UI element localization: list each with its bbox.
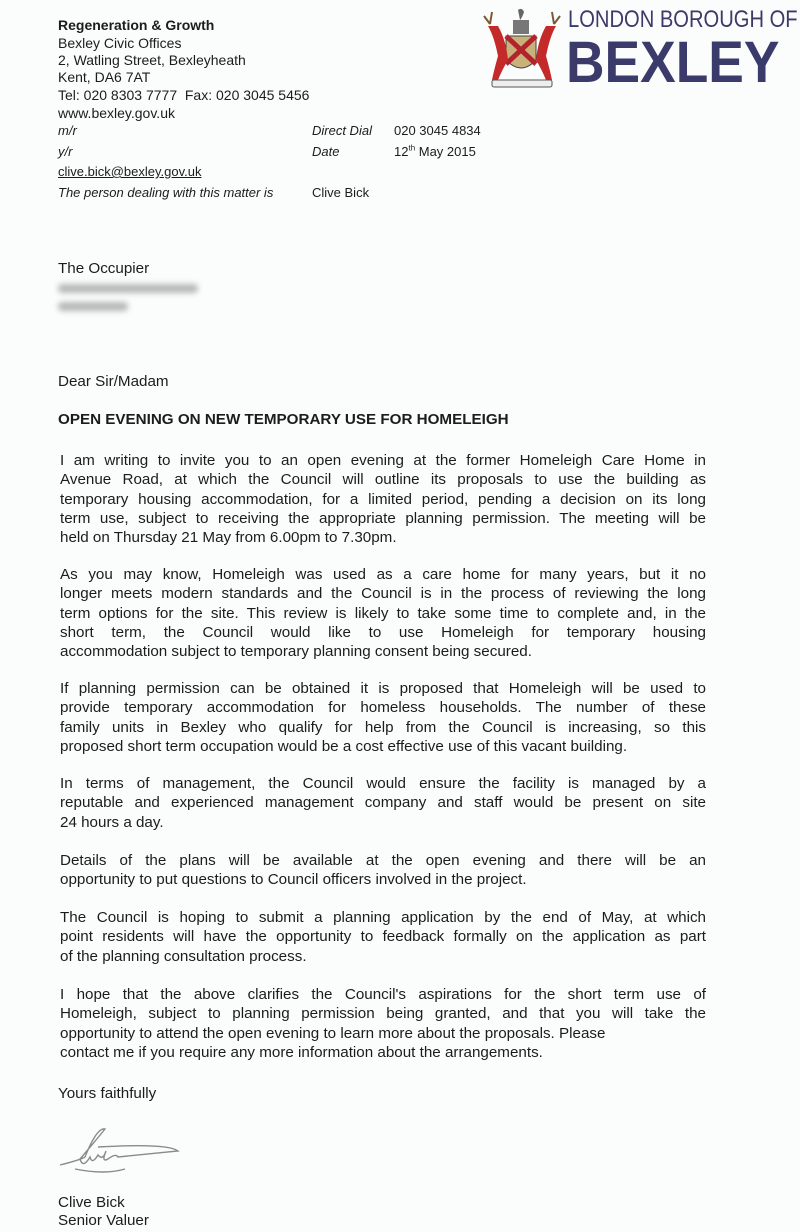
paragraph-line: of the planning consultation process.: [60, 947, 307, 965]
paragraph-line: short term, the Council would like to use Homeleigh for temporary housing: [60, 623, 706, 641]
letter-heading: OPEN EVENING ON NEW TEMPORARY USE FOR HOMELEIGH: [58, 411, 509, 428]
department: Regeneration & Growth: [58, 17, 215, 33]
date-suffix: th: [408, 143, 416, 153]
paragraph-line: I am writing to invite you to an open evening at the former Homeleigh Care Home in: [60, 452, 706, 469]
person-label: The person dealing with this matter is: [58, 185, 274, 200]
paragraph-line: In terms of management, the Council would ensure the facility is managed by a: [60, 775, 706, 792]
paragraph-line: temporary housing accommodation, for a limited period, pending a decision on its long: [60, 490, 706, 508]
email-link[interactable]: clive.bick@bexley.gov.uk: [58, 164, 202, 179]
paragraph-line: Homeleigh, subject to planning permission being granted, and that you will take the: [60, 1005, 706, 1023]
paragraph-line: Avenue Road, at which the Council will outline its proposals to use the building as: [60, 471, 706, 489]
salutation: Dear Sir/Madam: [58, 373, 169, 390]
coat-of-arms-icon: [480, 6, 564, 90]
date-label: Date: [312, 144, 340, 159]
my-ref-label: m/r: [58, 123, 77, 138]
address-line: Bexley Civic Offices: [58, 35, 182, 51]
logo-line1: LONDON BOROUGH OF: [568, 6, 798, 33]
paragraph-line: proposed short term occupation would be a cost effective use of this vacant building.: [60, 737, 628, 755]
paragraph-line: family units in Bexley who qualify for help from the Council is increasing, so this: [60, 718, 706, 736]
logo-line2: BEXLEY: [566, 30, 780, 95]
address-line: 2, Watling Street, Bexleyheath: [58, 52, 246, 68]
paragraph-line: term options for the site. This review is likely to take some time to complete and, in the: [60, 604, 706, 622]
paragraph-line: opportunity to put questions to Council officers involved in the project.: [60, 871, 527, 889]
recipient-name: The Occupier: [58, 260, 150, 277]
redacted-address-line: [58, 284, 198, 293]
direct-dial-label: Direct Dial: [312, 123, 372, 138]
date-day: 12: [394, 144, 409, 159]
paragraph-line: reputable and experienced management company and staff would be present on site: [60, 794, 706, 812]
signatory-name: Clive Bick: [58, 1194, 125, 1211]
paragraph-line: If planning permission can be obtained it is proposed that Homeleigh will be used to: [60, 680, 706, 697]
paragraph-line: provide temporary accommodation for homeless households. The number of these: [60, 699, 706, 717]
website-link[interactable]: www.bexley.gov.uk: [58, 105, 175, 121]
paragraph-line: point residents will have the opportunity to feedback formally on the application as part: [60, 928, 706, 946]
paragraph-line: longer meets modern standards and the Council is in the process of reviewing the long: [60, 585, 706, 603]
phone-fax: Tel: 020 8303 7777 Fax: 020 3045 5456: [58, 87, 310, 103]
paragraph-line: contact me if you require any more information about the arrangements.: [60, 1043, 543, 1061]
paragraph-line: Details of the plans will be available at the open evening and there will be an: [60, 852, 706, 869]
signature-icon: [55, 1125, 185, 1175]
direct-dial-value: 020 3045 4834: [394, 123, 481, 138]
paragraph-line: The Council is hoping to submit a planning application by the end of May, at which: [60, 909, 706, 926]
date-rest: May 2015: [415, 144, 476, 159]
closing: Yours faithfully: [58, 1085, 157, 1102]
paragraph-line: opportunity to attend the open evening to learn more about the proposals. Please: [60, 1024, 606, 1042]
redacted-address-line: [58, 302, 128, 311]
paragraph-line: 24 hours a day.: [60, 813, 164, 831]
your-ref-label: y/r: [58, 144, 73, 159]
paragraph-line: I hope that the above clarifies the Council's aspirations for the short term use of: [60, 986, 706, 1003]
paragraph-line: held on Thursday 21 May from 6.00pm to 7.30pm.: [60, 529, 397, 547]
date-value: [394, 143, 476, 160]
signatory-title: Senior Valuer: [58, 1212, 149, 1229]
paragraph-line: term use, subject to receiving the appropriate planning permission. The meeting will be: [60, 509, 706, 527]
paragraph-line: As you may know, Homeleigh was used as a care home for many years, but it no: [60, 566, 706, 583]
person-value: Clive Bick: [312, 185, 370, 200]
paragraph-line: accommodation subject to temporary planning consent being secured.: [60, 643, 532, 661]
address-line: Kent, DA6 7AT: [58, 69, 151, 85]
